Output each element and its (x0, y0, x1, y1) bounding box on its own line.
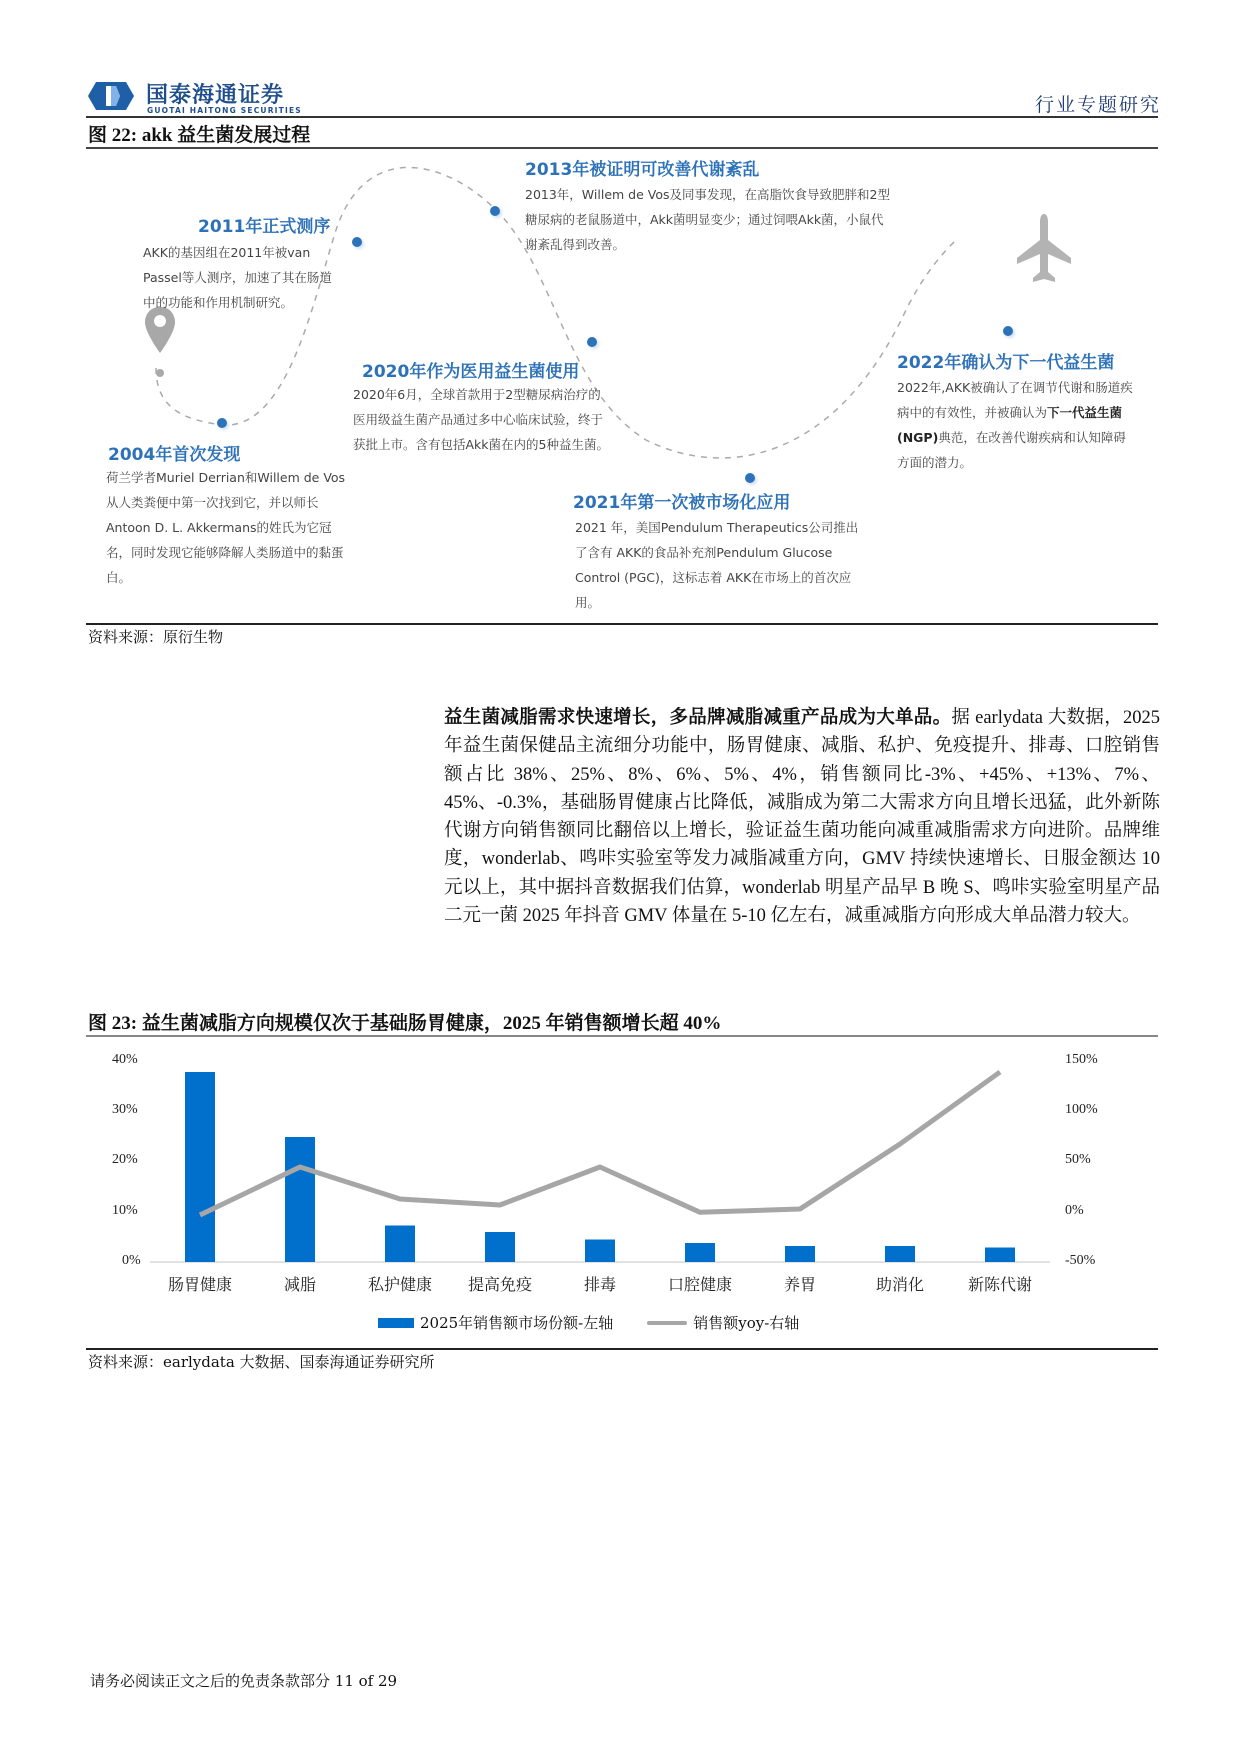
figure22-source: 资料来源：原衍生物 (88, 628, 224, 646)
milestone-2021-title: 2021年第一次被市场化应用 (573, 493, 791, 513)
left-axis-tick: 40% (112, 1052, 138, 1067)
category-label: 口腔健康 (667, 1275, 732, 1294)
milestone-2004-body: 荷兰学者Muriel Derrian和Willem de Vos从人类粪便中第一次找到它，并以师长Antoon D. L. Akkermans的姓氏为它冠名，同时发现它能够降解人类肠道中的黏蛋白。 (106, 470, 346, 585)
right-axis-tick: 100% (1065, 1102, 1098, 1117)
left-axis-tick: 30% (112, 1102, 138, 1117)
airplane-icon (1015, 212, 1073, 284)
category-label: 养胃 (783, 1275, 816, 1294)
bar (585, 1240, 615, 1263)
left-axis-tick: 20% (112, 1152, 138, 1167)
bar (285, 1137, 315, 1262)
bar (885, 1246, 915, 1262)
paragraph-body: 据 earlydata 大数据，2025 年益生菌保健品主流细分功能中，肠胃健康、减脂、私护、免疫提升、排毒、口腔销售额占比 38%、25%、8%、6%、5%、4%，销售额同比-3%、+45%、+13%、7%、45%、-0.3%，基础肠胃健康占比降低，减脂成为第二大需求方向且增长迅猛，此外新陈代谢方向销售额同比翻倍以上增长，验证益生菌功能向减重减脂需求方向进阶。品牌维度，wonderlab、鸣咔实验室等发力减脂减重方向，GMV 持续快速增长、日服金额达 10 元以上，其中据抖音数据我们估算，wonderlab 明星产品早 B 晚 S、鸣咔实验室明星产品二元一菌 2025 年抖音 GMV 体量在 5-10 亿左右，减重减脂方向形成大单品潜力较大。 (444, 708, 1160, 927)
right-axis-tick: 50% (1065, 1152, 1091, 1167)
timeline-dot-2021 (745, 473, 755, 483)
category-label: 提高免疫 (467, 1275, 532, 1294)
body-paragraph (444, 704, 1160, 930)
milestone-2022-title: 2022年确认为下一代益生菌 (897, 353, 1115, 373)
milestone-2021-body: 2021 年，美国Pendulum Therapeutics公司推出了含有 AKK的食品补充剂Pendulum Glucose Control (PGC)，这标志着 AKK在市场上的首次应用。 (575, 520, 859, 610)
chart-legend (378, 1312, 799, 1333)
bar (485, 1232, 515, 1262)
timeline-dot-2020 (587, 337, 597, 347)
right-axis-tick: 0% (1065, 1203, 1084, 1218)
figure23-title: 图 23: 益生菌减脂方向规模仅次于基础肠胃健康，2025 年销售额增长超 40% (88, 1013, 722, 1034)
combo-chart (150, 1050, 1050, 1270)
timeline-dot-2011 (352, 237, 362, 247)
brand-name-en: GUOTAI HAITONG SECURITIES (147, 106, 302, 115)
footer-disclaimer: 请务必阅读正文之后的免责条款部分 11 of 29 (90, 1672, 398, 1690)
bar (185, 1072, 215, 1262)
bar (785, 1246, 815, 1262)
category-label: 减脂 (283, 1275, 316, 1294)
company-logo-icon (86, 80, 136, 112)
figure22-title: 图 22: akk 益生菌发展过程 (88, 125, 311, 146)
legend-line-swatch-icon (647, 1321, 687, 1325)
left-axis-tick: 10% (112, 1203, 138, 1218)
figure22-top-rule (86, 147, 1158, 149)
milestone-2011-body: AKK的基因组在2011年被van Passel等人测序，加速了其在肠道中的功能和作用机制研究。 (143, 245, 332, 310)
report-type-label: 行业专题研究 (1034, 94, 1161, 116)
left-axis-tick: 0% (122, 1253, 141, 1268)
timeline-dot-2004 (217, 418, 227, 428)
bar (385, 1226, 415, 1263)
map-pin-icon (143, 305, 177, 377)
timeline-dot-2022 (1003, 326, 1013, 336)
paragraph-lead: 益生菌减脂需求快速增长，多品牌减脂减重产品成为大单品。 (444, 708, 952, 728)
brand-name-cn: 国泰海通证券 (146, 83, 285, 108)
right-axis-tick: -50% (1065, 1253, 1096, 1268)
category-label: 私护健康 (367, 1275, 432, 1294)
milestone-2022-body: 2022年,AKK被确认了在调节代谢和肠道疾病中的有效性，并被确认为下一代益生菌(NGP)典范，在改善代谢疾病和认知障碍方面的潜力。 (897, 380, 1133, 470)
figure23-top-rule (86, 1035, 1158, 1037)
bar (685, 1243, 715, 1262)
milestone-2013-title: 2013年被证明可改善代谢紊乱 (525, 160, 760, 180)
milestone-2004-title: 2004年首次发现 (108, 445, 241, 465)
figure23-bottom-rule (86, 1348, 1158, 1350)
milestone-2013-body: 2013年，Willem de Vos及同事发现，在高脂饮食导致肥胖和2型糖尿病的老鼠肠道中，Akk菌明显变少；通过饲喂Akk菌，小鼠代谢紊乱得到改善。 (525, 187, 890, 252)
timeline-dot-2013 (490, 206, 500, 216)
milestone-2020-body: 2020年6月，全球首款用于2型糖尿病治疗的医用级益生菌产品通过多中心临床试验，终于获批上市。含有包括Akk菌在内的5种益生菌。 (353, 387, 609, 452)
category-label: 助消化 (875, 1275, 924, 1294)
category-axis (150, 1272, 1050, 1296)
milestone-2011-title: 2011年正式测序 (198, 217, 331, 237)
category-label: 新陈代谢 (967, 1275, 1032, 1294)
line-series (200, 1072, 1000, 1215)
category-label: 肠胃健康 (167, 1275, 232, 1294)
legend-item-yoy: 销售额yoy-右轴 (647, 1312, 799, 1333)
figure23-source: 资料来源：earlydata 大数据、国泰海通证券研究所 (88, 1353, 435, 1371)
bar (985, 1248, 1015, 1263)
legend-bar-swatch-icon (378, 1318, 414, 1328)
right-axis-tick: 150% (1065, 1052, 1098, 1067)
figure22-bottom-rule (86, 623, 1158, 625)
category-label: 排毒 (583, 1275, 616, 1294)
header-rule (86, 116, 1158, 118)
legend-item-share: 2025年销售额市场份额-左轴 (378, 1312, 613, 1333)
milestone-2020-title: 2020年作为医用益生菌使用 (362, 362, 580, 382)
